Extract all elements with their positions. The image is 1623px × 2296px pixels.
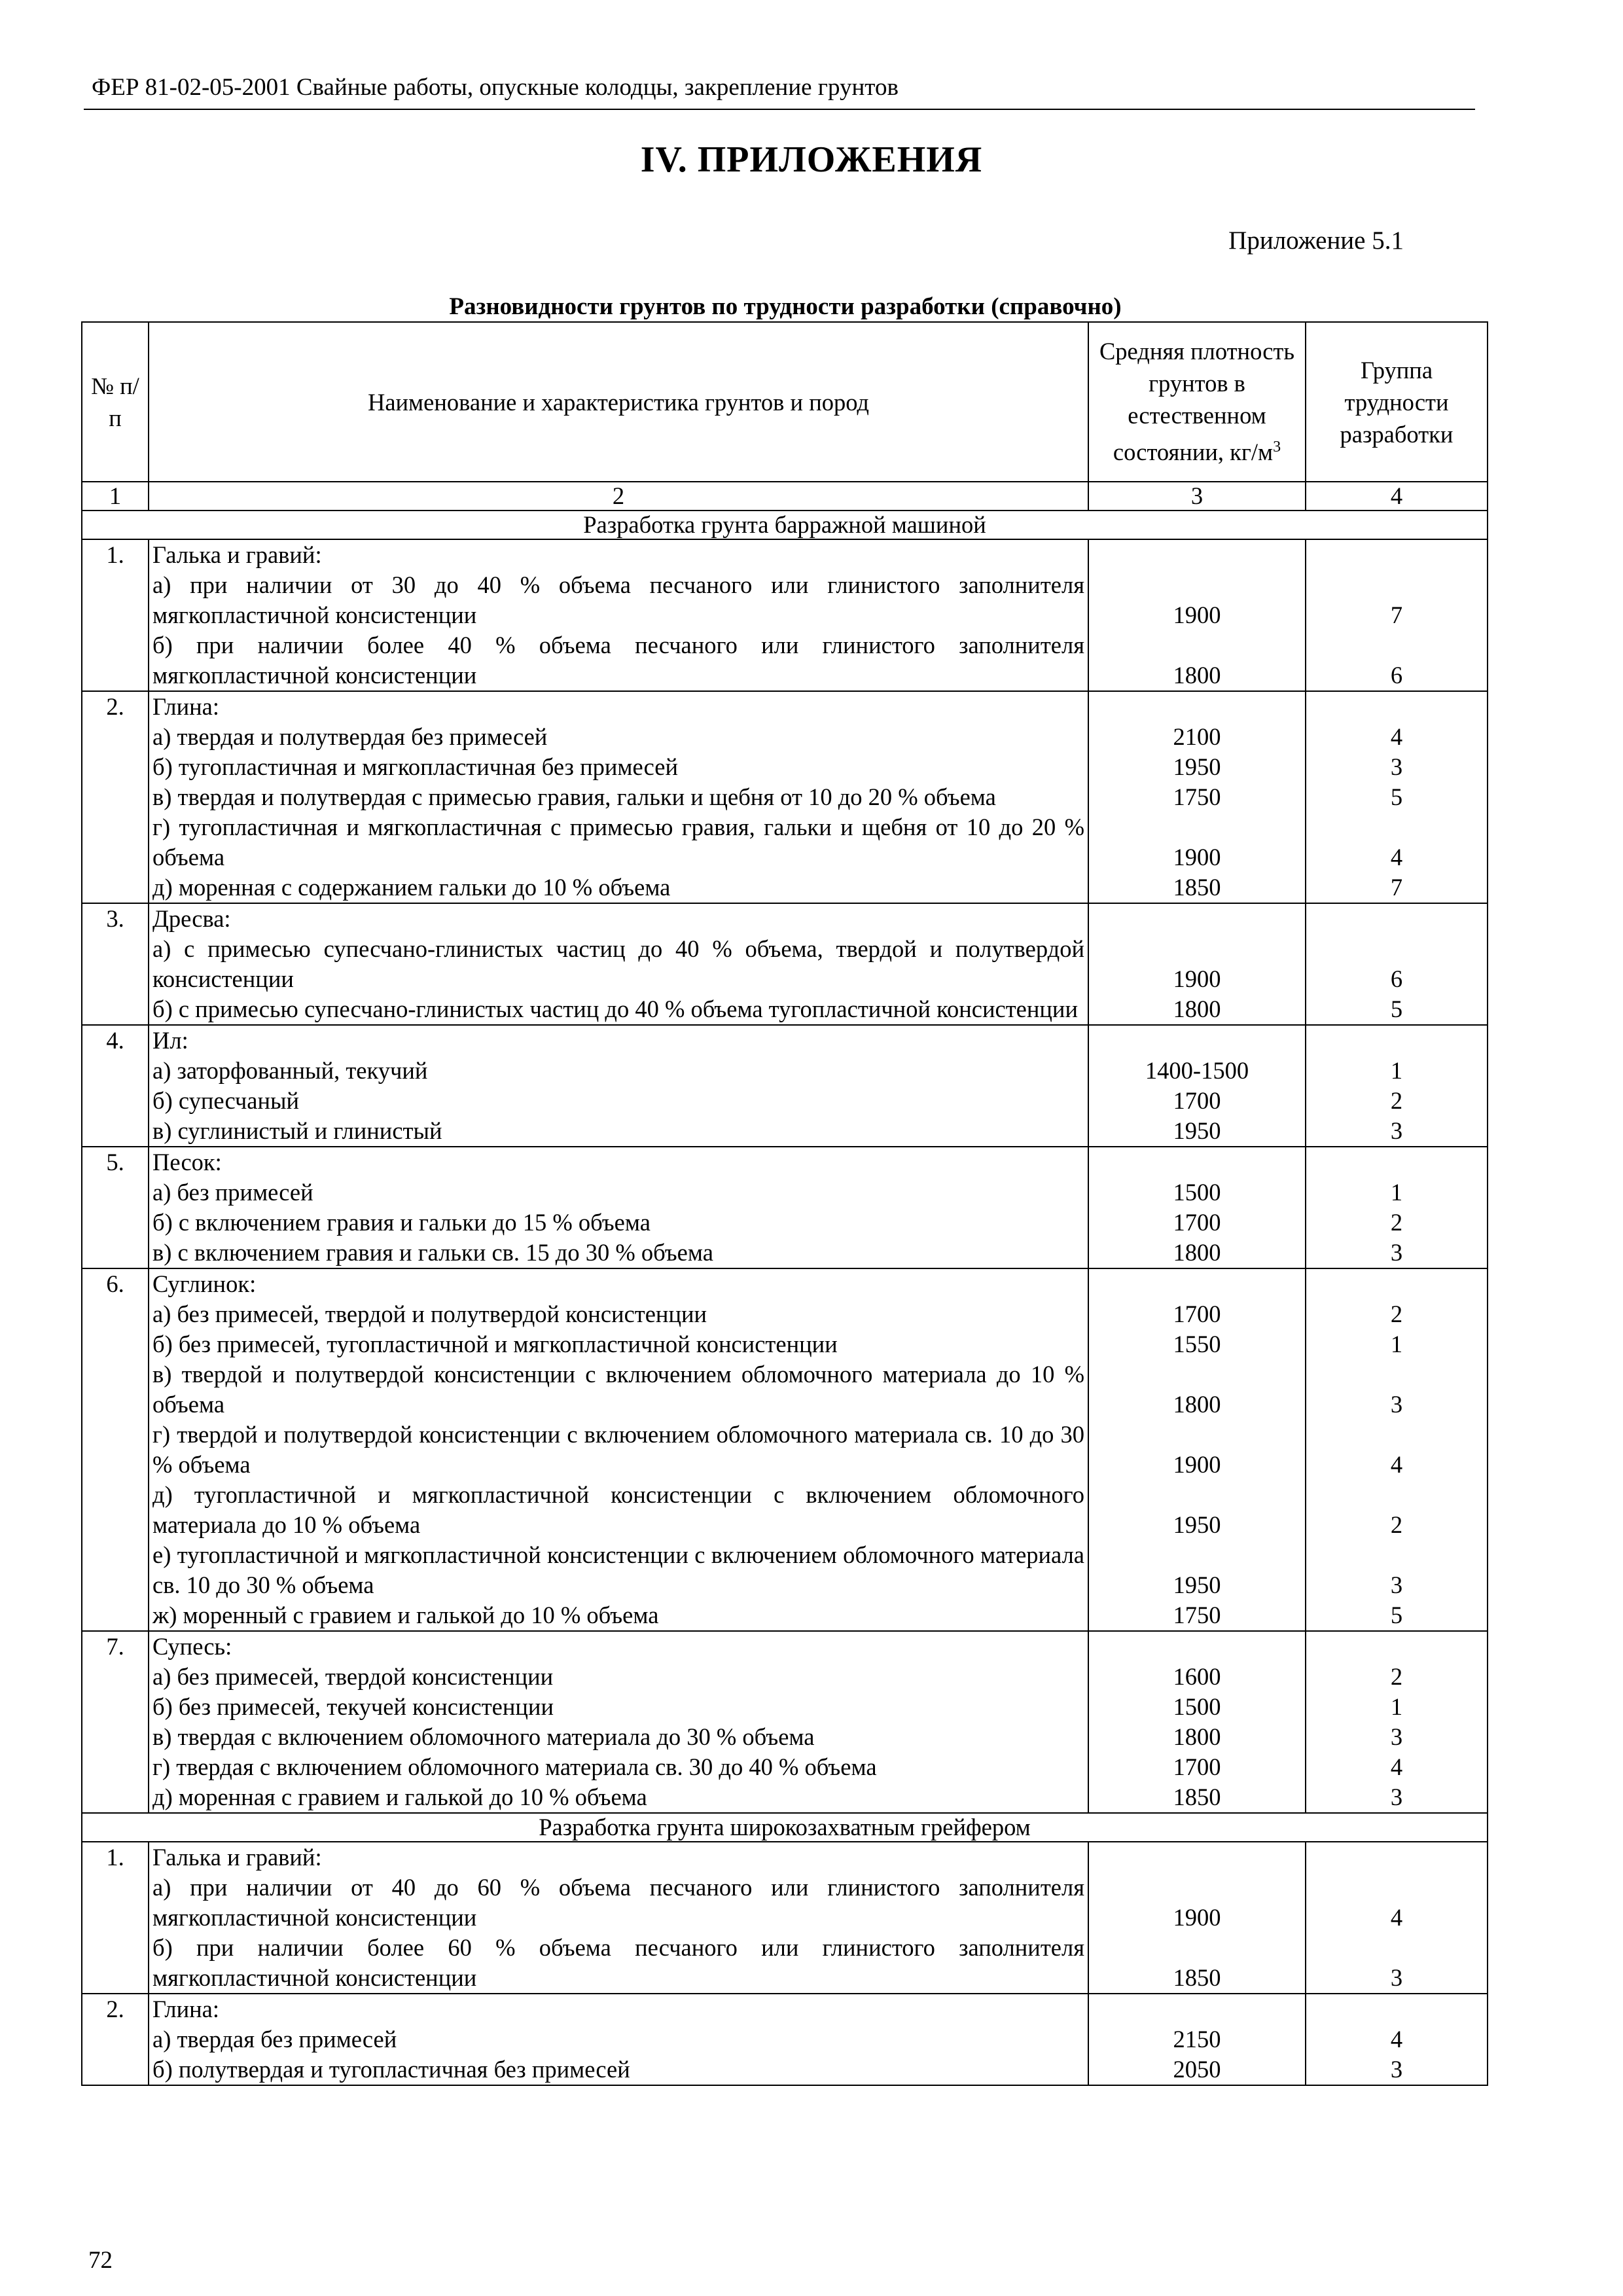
density-value: 1500 [1173,1693,1221,1720]
spacer [1310,1269,1484,1299]
unit-superscript: 3 [1273,439,1281,456]
column-number: 4 [1306,482,1488,511]
density-value: 2100 [1173,723,1221,750]
group-cell [1306,1994,1488,2085]
soil-subtype: а) при наличии от 40 до 60 % объема песчаного или глинистого заполнителя мягкопластичной консистенции [152,1874,1084,1931]
density-value: 2150 [1173,2026,1221,2053]
difficulty-group-value: 3 [1390,753,1403,780]
difficulty-group-value: 3 [1390,2056,1403,2083]
table-row [82,903,1488,1025]
density-value: 1800 [1173,1723,1221,1750]
difficulty-group-value: 6 [1390,662,1403,689]
difficulty-group-value: 2 [1390,1087,1403,1114]
difficulty-group-value: 1 [1390,1693,1403,1720]
difficulty-group-value: 1 [1390,1179,1403,1206]
soil-description-cell [149,539,1088,691]
table-row [82,1268,1488,1631]
row-number: 2. [82,691,149,903]
difficulty-group-value: 4 [1390,723,1403,750]
density-value: 1850 [1173,1784,1221,1810]
page-number: 72 [88,2247,113,2274]
density-value: 1750 [1173,1602,1221,1628]
document-running-header: ФЕР 81-02-05-2001 Свайные работы, опускные колодцы, закрепление грунтов [92,74,899,101]
density-value: 1900 [1173,1451,1221,1478]
soil-subtype: г) твердой и полутвердой консистенции с включением обломочного материала св. 10 до 30 % объема [152,1421,1084,1478]
row-number: 6. [82,1268,149,1631]
spacer [1310,1994,1484,2024]
difficulty-group-value: 4 [1390,844,1403,870]
density-cell [1088,691,1306,903]
soil-subtype: а) с примесью супесчано-глинистых частиц до 40 % объема, твердой и полутвердой консистенции [152,935,1084,992]
group-cell [1306,1842,1488,1994]
table-row [82,1994,1488,2085]
soil-group-name: Галька и гравий: [152,541,322,568]
soil-subtype: а) при наличии от 30 до 40 % объема песчаного или глинистого заполнителя мягкопластичной консистенции [152,571,1084,628]
table-caption: Разновидности грунтов по трудности разработки (справочно) [449,293,1122,320]
soil-subtype: б) с включением гравия и гальки до 15 % объема [152,1209,651,1236]
difficulty-group-value: 2 [1390,1209,1403,1236]
band-heading-row [82,511,1488,539]
density-value: 1750 [1173,783,1221,810]
difficulty-group-value: 7 [1390,601,1403,628]
table-row [82,1025,1488,1147]
density-value: 1900 [1173,1904,1221,1931]
difficulty-group-value: 5 [1390,996,1403,1022]
soil-subtype: а) твердая и полутвердая без примесей [152,723,548,750]
density-value: 1850 [1173,874,1221,901]
density-value: 1500 [1173,1179,1221,1206]
density-cell [1088,903,1306,1025]
header-density: Средняя плотность грунтов в естественном состоянии, $кг/м^3$ [1088,322,1306,482]
soil-group-name: Галька и гравий: [152,1844,322,1871]
density-cell [1088,539,1306,691]
spacer [1310,692,1484,722]
density-value: 1800 [1173,996,1221,1022]
column-number: 2 [149,482,1088,511]
spacer [1310,1026,1484,1056]
column-number: 3 [1088,482,1306,511]
spacer [1310,1842,1484,1873]
header-number: № п/п [82,322,149,482]
density-value: 1850 [1173,1964,1221,1991]
spacer [1092,692,1302,722]
soil-subtype: ж) моренный с гравием и галькой до 10 % объема [152,1602,659,1628]
band-heading: Разработка грунта барражной машиной [82,511,1488,539]
difficulty-group-value: 3 [1390,1239,1403,1266]
soil-subtype: а) заторфованный, текучий [152,1057,428,1084]
soil-subtype: б) супесчаный [152,1087,300,1114]
soil-subtype: б) при наличии более 40 % объема песчаного или глинистого заполнителя мягкопластичной консистенции [152,632,1084,689]
density-value: 1800 [1173,1239,1221,1266]
soil-group-name: Суглинок: [152,1270,257,1297]
soil-group-name: Супесь: [152,1633,232,1660]
table-row [82,691,1488,903]
difficulty-group-value: 3 [1390,1964,1403,1991]
group-cell [1306,539,1488,691]
soil-subtype: б) тугопластичная и мягкопластичная без примесей [152,753,678,780]
soil-subtype: а) без примесей [152,1179,313,1206]
density-value: 1800 [1173,1391,1221,1418]
header-name: Наименование и характеристика грунтов и пород [149,322,1088,482]
density-cell [1088,1147,1306,1268]
difficulty-group-value: 1 [1390,1057,1403,1084]
soil-subtype: д) моренная с гравием и галькой до 10 % объема [152,1784,647,1810]
row-number: 2. [82,1994,149,2085]
soil-subtype: в) с включением гравия и гальки св. 15 до 30 % объема [152,1239,713,1266]
density-value: 1600 [1173,1663,1221,1690]
soil-description-cell [149,1842,1088,1994]
difficulty-group-value: 3 [1390,1391,1403,1418]
soil-subtype: в) суглинистый и глинистый [152,1117,442,1144]
density-value: 1900 [1173,601,1221,628]
density-value: 1550 [1173,1331,1221,1357]
soil-subtype: д) моренная с содержанием гальки до 10 % объема [152,874,671,901]
soil-subtype: а) твердая без примесей [152,2026,397,2053]
soil-subtype: б) без примесей, тугопластичной и мягкопластичной консистенции [152,1331,838,1357]
soil-subtype: в) твердой и полутвердой консистенции с включением обломочного материала до 10 % объема [152,1361,1084,1418]
soil-subtype: б) полутвердая и тугопластичная без примесей [152,2056,630,2083]
soil-subtype: б) с примесью супесчано-глинистых частиц до 40 % объема тугопластичной консистенции [152,996,1079,1022]
soil-subtype: в) твердая с включением обломочного материала до 30 % объема [152,1723,815,1750]
appendix-label: Приложение 5.1 [1228,226,1404,255]
difficulty-group-value: 4 [1390,2026,1403,2053]
soil-group-name: Дресва: [152,905,231,932]
density-value: 1700 [1173,1209,1221,1236]
spacer [1092,540,1302,570]
spacer [1092,904,1302,934]
header-group: Группа трудности разработки [1306,322,1488,482]
density-value: 1900 [1173,844,1221,870]
spacer [1310,1147,1484,1177]
table-row [82,1631,1488,1813]
group-cell [1306,903,1488,1025]
difficulty-group-value: 4 [1390,1753,1403,1780]
difficulty-group-value: 4 [1390,1451,1403,1478]
soil-description-cell [149,1268,1088,1631]
column-number: 1 [82,482,149,511]
band-heading-row [82,1813,1488,1842]
row-number: 7. [82,1631,149,1813]
row-number: 1. [82,539,149,691]
column-number-row [82,482,1488,511]
density-cell [1088,1631,1306,1813]
density-value: 1400-1500 [1145,1057,1249,1084]
difficulty-group-value: 3 [1390,1117,1403,1144]
row-number: 4. [82,1025,149,1147]
density-value: 1950 [1173,1571,1221,1598]
soil-group-name: Ил: [152,1027,188,1054]
spacer [1092,1994,1302,2024]
row-number: 1. [82,1842,149,1994]
row-number: 5. [82,1147,149,1268]
difficulty-group-value: 3 [1390,1723,1403,1750]
band-heading: Разработка грунта широкозахватным грейфером [82,1813,1488,1842]
spacer [1310,540,1484,570]
table-header-row [82,322,1488,482]
group-cell [1306,1268,1488,1631]
table-row [82,1147,1488,1268]
density-value: 1700 [1173,1753,1221,1780]
density-value: 2050 [1173,2056,1221,2083]
density-cell [1088,1025,1306,1147]
density-value: 1800 [1173,662,1221,689]
density-value: 1950 [1173,1117,1221,1144]
row-number: 3. [82,903,149,1025]
table-row [82,1842,1488,1994]
difficulty-group-value: 2 [1390,1663,1403,1690]
soil-group-name: Глина: [152,693,219,720]
difficulty-group-value: 7 [1390,874,1403,901]
soil-subtype: б) без примесей, текучей консистенции [152,1693,554,1720]
soil-subtype: а) без примесей, твердой и полутвердой консистенции [152,1300,707,1327]
soil-group-name: Песок: [152,1149,222,1175]
soil-subtype: в) твердая и полутвердая с примесью гравия, гальки и щебня от 10 до 20 % объема [152,783,996,810]
spacer [1092,1632,1302,1662]
density-value: 1900 [1173,965,1221,992]
density-cell [1088,1842,1306,1994]
difficulty-group-value: 6 [1390,965,1403,992]
soil-description-cell [149,691,1088,903]
difficulty-group-value: 4 [1390,1904,1403,1931]
difficulty-group-value: 3 [1390,1571,1403,1598]
density-value: 1700 [1173,1300,1221,1327]
group-cell [1306,1147,1488,1268]
spacer [1310,1632,1484,1662]
group-cell [1306,691,1488,903]
spacer [1310,904,1484,934]
soil-group-name: Глина: [152,1996,219,2022]
soil-description-cell [149,1631,1088,1813]
difficulty-group-value: 1 [1390,1331,1403,1357]
density-value: 1700 [1173,1087,1221,1114]
spacer [1092,1842,1302,1873]
table-row [82,539,1488,691]
group-cell [1306,1025,1488,1147]
density-value: 1950 [1173,753,1221,780]
spacer [1092,1269,1302,1299]
soil-subtype: д) тугопластичной и мягкопластичной консистенции с включением обломочного материала до 10 % объема [152,1481,1084,1538]
spacer [1092,1147,1302,1177]
spacer [1092,1026,1302,1056]
difficulty-group-value: 5 [1390,1602,1403,1628]
density-cell [1088,1268,1306,1631]
density-cell [1088,1994,1306,2085]
soil-description-cell [149,1147,1088,1268]
group-cell [1306,1631,1488,1813]
soil-difficulty-table [81,321,1488,2086]
difficulty-group-value: 5 [1390,783,1403,810]
density-value: 1950 [1173,1511,1221,1538]
soil-subtype: е) тугопластичной и мягкопластичной консистенции с включением обломочного материала св. 10 до 30 % объема [152,1541,1084,1598]
soil-description-cell [149,1994,1088,2085]
soil-subtype: г) твердая с включением обломочного материала св. 30 до 40 % объема [152,1753,877,1780]
section-title: IV. ПРИЛОЖЕНИЯ [640,139,983,180]
difficulty-group-value: 2 [1390,1300,1403,1327]
soil-subtype: б) при наличии более 60 % объема песчаного или глинистого заполнителя мягкопластичной консистенции [152,1934,1084,1991]
header-divider [84,109,1475,110]
soil-subtype: г) тугопластичная и мягкопластичная с примесью гравия, гальки и щебня от 10 до 20 % объема [152,814,1084,870]
soil-description-cell [149,1025,1088,1147]
soil-subtype: а) без примесей, твердой консистенции [152,1663,554,1690]
soil-description-cell [149,903,1088,1025]
difficulty-group-value: 2 [1390,1511,1403,1538]
difficulty-group-value: 3 [1390,1784,1403,1810]
